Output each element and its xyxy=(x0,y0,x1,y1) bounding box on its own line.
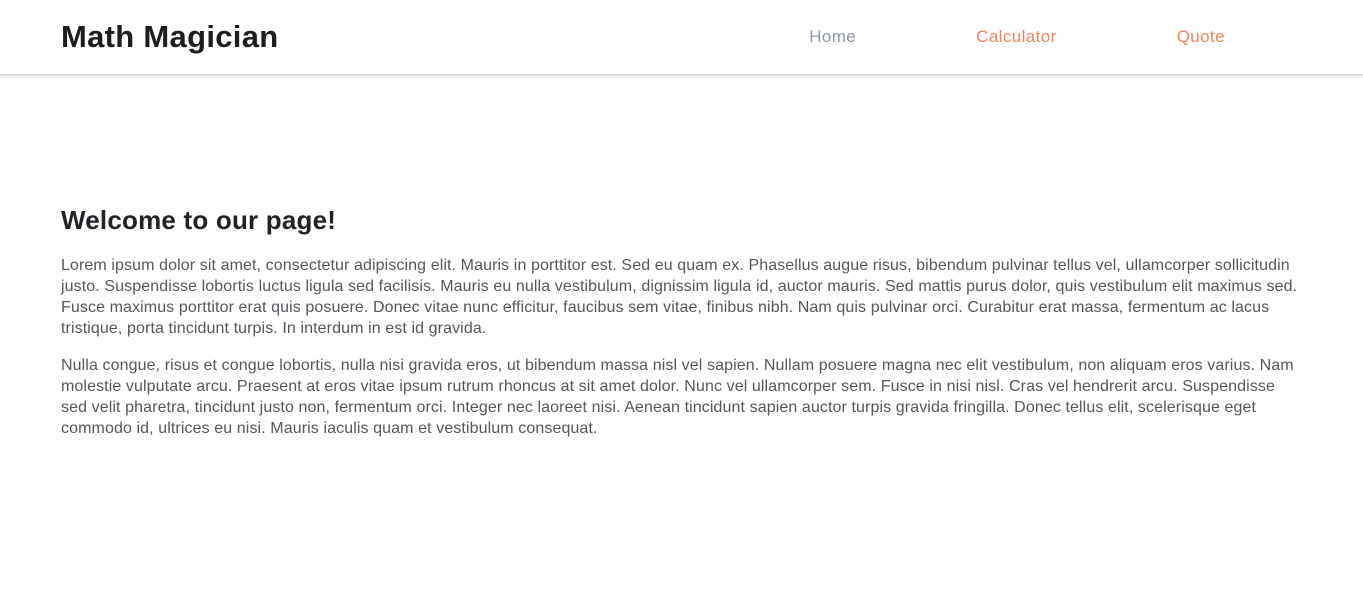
brand-logo[interactable]: Math Magician xyxy=(61,19,279,54)
intro-paragraph-2: Nulla congue, risus et congue lobortis, nulla nisi gravida eros, ut bibendum massa nisl vel sapien. Nullam posuere magna nec elit vestibulum, non aliquam eros varius. Nam molestie vulputate arcu. Praesent at eros vitae ipsum rutrum rhoncus at sit amet dolor. Nunc vel ullamcorper sem. Fusce in nisi nisl. Cras vel hendrerit arcu. Suspendisse sed velit pharetra, tincidunt justo non, fermentum orci. Integer nec laoreet nisi. Aenean tincidunt sapien auctor turpis gravida fringilla. Donec tellus elit, scelerisque eget commodo id, ultrices eu nisi. Mauris iaculis quam et vestibulum consequat. xyxy=(61,357,1294,437)
nav-links xyxy=(809,27,1225,47)
home-content xyxy=(0,75,1363,439)
navbar xyxy=(0,0,1363,75)
intro-paragraph-1: Lorem ipsum dolor sit amet, consectetur adipiscing elit. Mauris in porttitor est. Sed eu quam ex. Phasellus augue risus, bibendum pulvinar tellus vel, ullamcorper sollicitudin justo. Suspendisse lobortis luctus ligula sed facilisis. Mauris eu nulla vestibulum, dignissim ligula id, auctor mauris. Sed mattis purus dolor, quis vestibulum elit maximus sed. Fusce maximus porttitor erat quis posuere. Donec vitae nunc efficitur, faucibus sem vitae, finibus nibh. Nam quis pulvinar orci. Curabitur erat massa, fermentum ac lacus tristique, porta tincidunt turpis. In interdum in est id gravida. xyxy=(61,257,1298,337)
page-title: Welcome to our page! xyxy=(61,205,337,235)
nav-link-home[interactable]: Home xyxy=(809,27,857,46)
nav-link-calculator[interactable]: Calculator xyxy=(976,27,1057,46)
nav-link-quote[interactable]: Quote xyxy=(1176,27,1225,46)
